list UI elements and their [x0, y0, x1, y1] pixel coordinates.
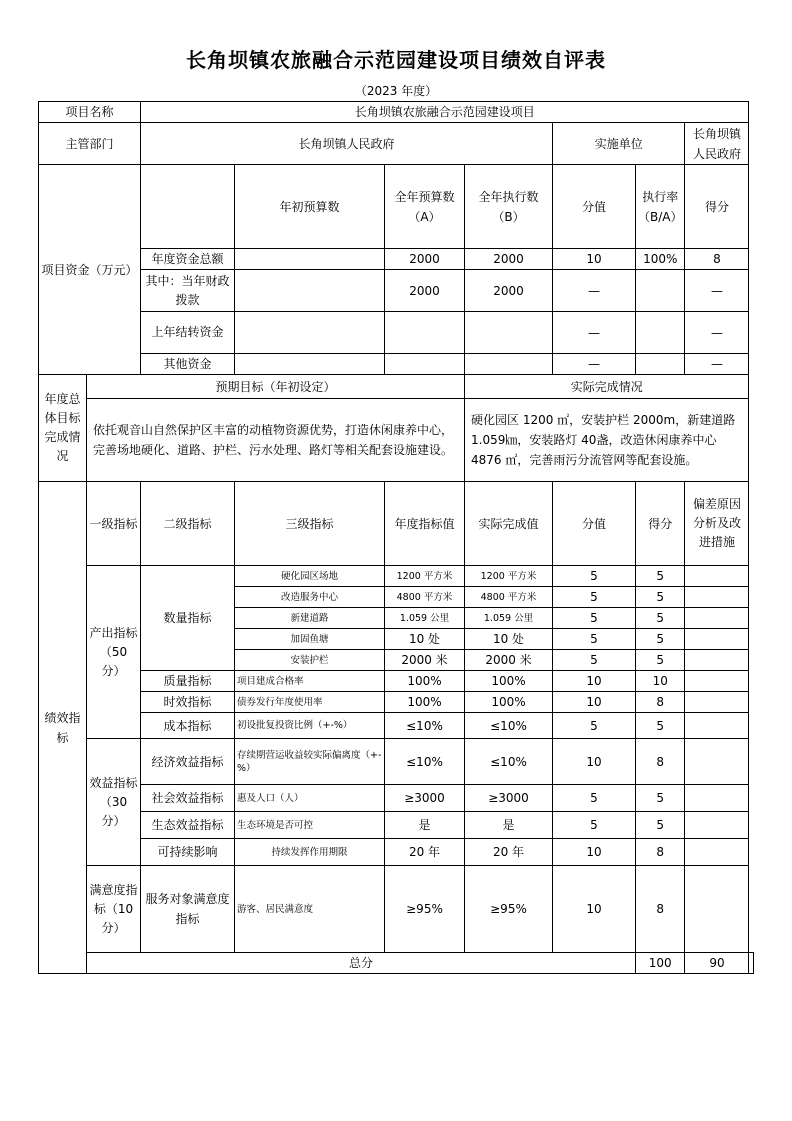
indicator-actual: 20 年 [465, 839, 553, 866]
funds-row-name: 其他资金 [141, 354, 235, 375]
indicator-analysis [685, 812, 749, 839]
funds-row-annual: 2000 [385, 270, 465, 312]
funds-header-score: 分值 [553, 165, 636, 249]
goals-label: 年度总体目标完成情况 [39, 375, 87, 482]
total-points: 90 [685, 953, 749, 974]
indicator-target: 100% [385, 692, 465, 713]
cost-label: 成本指标 [141, 713, 235, 739]
funds-row-initial [235, 354, 385, 375]
indicator-name: 持续发挥作用期限 [235, 839, 385, 866]
header-points: 得分 [636, 482, 685, 566]
total-row [39, 953, 754, 974]
indicator-name: 惠及人口（人） [235, 785, 385, 812]
indicator-score: 5 [553, 587, 636, 608]
funds-row [39, 270, 754, 312]
indicator-row [39, 785, 754, 812]
indicator-name: 初设批复投资比例（+-%） [235, 713, 385, 739]
funds-row-name: 年度资金总额 [141, 249, 235, 270]
project-name-label: 项目名称 [39, 102, 141, 123]
goals-actual-text: 硬化园区 1200 ㎡，安装护栏 2000m，新建道路 1.059㎞，安装路灯 40盏，改造休闲康养中心 4876 ㎡，完善雨污分流管网等配套设施。 [465, 399, 749, 482]
indicator-name: 安装护栏 [235, 650, 385, 671]
indicator-target: 2000 米 [385, 650, 465, 671]
indicator-row [39, 812, 754, 839]
department-row [39, 123, 754, 165]
indicator-analysis [685, 587, 749, 608]
total-analysis [749, 953, 754, 974]
benefit-sub-label: 生态效益指标 [141, 812, 235, 839]
indicator-row [39, 671, 754, 692]
funds-row-score: — [553, 312, 636, 354]
indicator-target: 1.059 公里 [385, 608, 465, 629]
header-level3: 三级指标 [235, 482, 385, 566]
funds-row-initial [235, 312, 385, 354]
funds-header-points: 得分 [685, 165, 749, 249]
satisfaction-label: 满意度指标（10 分） [87, 866, 141, 953]
goals-expected-header: 预期目标（年初设定） [87, 375, 465, 399]
indicator-analysis [685, 566, 749, 587]
funds-row-initial [235, 270, 385, 312]
goals-actual-header: 实际完成情况 [465, 375, 749, 399]
indicator-analysis [685, 692, 749, 713]
funds-row-rate [636, 354, 685, 375]
indicator-row [39, 866, 754, 953]
indicator-row [39, 713, 754, 739]
total-score: 100 [636, 953, 685, 974]
indicator-score: 10 [553, 671, 636, 692]
indicator-points: 5 [636, 650, 685, 671]
indicator-actual: 100% [465, 671, 553, 692]
funds-row-executed: 2000 [465, 270, 553, 312]
indicator-points: 5 [636, 812, 685, 839]
funds-header-blank [141, 165, 235, 249]
indicator-points: 5 [636, 566, 685, 587]
indicator-actual: 是 [465, 812, 553, 839]
indicator-points: 5 [636, 785, 685, 812]
funds-row-score: — [553, 270, 636, 312]
indicator-actual: 4800 平方米 [465, 587, 553, 608]
indicator-actual: 100% [465, 692, 553, 713]
evaluation-table [38, 101, 754, 974]
goals-header-row [39, 375, 754, 399]
dept-label: 主管部门 [39, 123, 141, 165]
timeliness-label: 时效指标 [141, 692, 235, 713]
indicator-row [39, 692, 754, 713]
indicator-analysis [685, 785, 749, 812]
funds-row-rate [636, 312, 685, 354]
indicator-analysis [685, 713, 749, 739]
impl-value: 长角坝镇人民政府 [685, 123, 749, 165]
indicator-points: 5 [636, 629, 685, 650]
funds-row-initial [235, 249, 385, 270]
impl-label: 实施单位 [553, 123, 685, 165]
indicators-label: 绩效指标 [39, 482, 87, 974]
indicator-points: 8 [636, 839, 685, 866]
indicator-row [39, 739, 754, 785]
indicator-score: 5 [553, 629, 636, 650]
indicator-actual: ≥95% [465, 866, 553, 953]
indicator-name: 存续期营运收益较实际偏离度（+-%） [235, 739, 385, 785]
indicator-target: ≥3000 [385, 785, 465, 812]
funds-row [39, 312, 754, 354]
funds-header-executed: 全年执行数（B） [465, 165, 553, 249]
header-level2: 二级指标 [141, 482, 235, 566]
funds-row-name: 其中：当年财政拨款 [141, 270, 235, 312]
indicator-name: 游客、居民满意度 [235, 866, 385, 953]
funds-header-rate: 执行率（B/A） [636, 165, 685, 249]
indicator-analysis [685, 629, 749, 650]
indicator-target: 4800 平方米 [385, 587, 465, 608]
funds-row-annual [385, 354, 465, 375]
indicator-actual: ≥3000 [465, 785, 553, 812]
indicator-score: 5 [553, 650, 636, 671]
benefit-label: 效益指标（30 分） [87, 739, 141, 866]
funds-row-rate [636, 270, 685, 312]
indicator-points: 5 [636, 713, 685, 739]
indicator-target: 1200 平方米 [385, 566, 465, 587]
funds-row-executed: 2000 [465, 249, 553, 270]
project-name-value: 长角坝镇农旅融合示范园建设项目 [141, 102, 749, 123]
page-title: 长角坝镇农旅融合示范园建设项目绩效自评表 [186, 48, 606, 72]
funds-row-points: — [685, 270, 749, 312]
benefit-sub-label: 可持续影响 [141, 839, 235, 866]
funds-row [39, 354, 754, 375]
header-score: 分值 [553, 482, 636, 566]
indicator-actual: 1200 平方米 [465, 566, 553, 587]
indicator-analysis [685, 671, 749, 692]
funds-row-score: 10 [553, 249, 636, 270]
funds-row-rate: 100% [636, 249, 685, 270]
funds-row-name: 上年结转资金 [141, 312, 235, 354]
header-analysis: 偏差原因分析及改进措施 [685, 482, 749, 566]
indicator-target: 100% [385, 671, 465, 692]
header-actual: 实际完成值 [465, 482, 553, 566]
indicator-score: 10 [553, 692, 636, 713]
indicator-actual: 2000 米 [465, 650, 553, 671]
indicator-analysis [685, 650, 749, 671]
indicator-analysis [685, 739, 749, 785]
indicator-score: 5 [553, 812, 636, 839]
indicator-score: 10 [553, 739, 636, 785]
indicator-target: ≤10% [385, 739, 465, 785]
quantity-label: 数量指标 [141, 566, 235, 671]
header-level1: 一级指标 [87, 482, 141, 566]
indicator-target: 是 [385, 812, 465, 839]
indicator-actual: ≤10% [465, 739, 553, 785]
goals-expected-text: 依托观音山自然保护区丰富的动植物资源优势，打造休闲康养中心，完善场地硬化、道路、护栏、污水处理、路灯等相关配套设施建设。 [87, 399, 465, 482]
project-name-row [39, 102, 754, 123]
satisfaction-sub-label: 服务对象满意度指标 [141, 866, 235, 953]
indicator-analysis [685, 866, 749, 953]
indicator-points: 10 [636, 671, 685, 692]
indicator-name: 项目建成合格率 [235, 671, 385, 692]
indicator-target: 10 处 [385, 629, 465, 650]
indicator-name: 生态环境是否可控 [235, 812, 385, 839]
indicator-score: 5 [553, 608, 636, 629]
indicator-row [39, 839, 754, 866]
header-target: 年度指标值 [385, 482, 465, 566]
benefit-sub-label: 经济效益指标 [141, 739, 235, 785]
funds-row-annual: 2000 [385, 249, 465, 270]
output-label: 产出指标（50 分） [87, 566, 141, 739]
funds-row-annual [385, 312, 465, 354]
goals-content-row [39, 399, 754, 482]
indicator-target: ≤10% [385, 713, 465, 739]
funds-row-points: — [685, 354, 749, 375]
funds-row-points: 8 [685, 249, 749, 270]
indicator-score: 5 [553, 785, 636, 812]
funds-header-annual: 全年预算数（A） [385, 165, 465, 249]
funds-row-executed [465, 354, 553, 375]
indicator-name: 硬化园区场地 [235, 566, 385, 587]
funds-header-row [39, 165, 754, 249]
indicator-actual: 1.059 公里 [465, 608, 553, 629]
indicator-score: 5 [553, 566, 636, 587]
indicator-analysis [685, 839, 749, 866]
indicator-points: 8 [636, 692, 685, 713]
benefit-sub-label: 社会效益指标 [141, 785, 235, 812]
indicator-points: 8 [636, 739, 685, 785]
funds-label: 项目资金（万元） [39, 165, 141, 375]
indicator-target: 20 年 [385, 839, 465, 866]
funds-row [39, 249, 754, 270]
funds-row-points: — [685, 312, 749, 354]
indicator-name: 改造服务中心 [235, 587, 385, 608]
indicator-score: 10 [553, 866, 636, 953]
indicator-points: 8 [636, 866, 685, 953]
quality-label: 质量指标 [141, 671, 235, 692]
indicator-score: 5 [553, 713, 636, 739]
funds-header-initial: 年初预算数 [235, 165, 385, 249]
indicators-header-row [39, 482, 754, 566]
indicator-target: ≥95% [385, 866, 465, 953]
indicator-name: 加固鱼塘 [235, 629, 385, 650]
indicator-points: 5 [636, 608, 685, 629]
indicator-score: 10 [553, 839, 636, 866]
indicator-row [39, 566, 754, 587]
funds-row-score: — [553, 354, 636, 375]
indicator-actual: ≤10% [465, 713, 553, 739]
indicator-name: 新建道路 [235, 608, 385, 629]
dept-value: 长角坝镇人民政府 [141, 123, 553, 165]
total-label: 总分 [87, 953, 636, 974]
indicator-actual: 10 处 [465, 629, 553, 650]
indicator-name: 债券发行年度使用率 [235, 692, 385, 713]
funds-row-executed [465, 312, 553, 354]
indicator-analysis [685, 608, 749, 629]
report-year: （2023 年度） [354, 84, 438, 98]
indicator-points: 5 [636, 587, 685, 608]
